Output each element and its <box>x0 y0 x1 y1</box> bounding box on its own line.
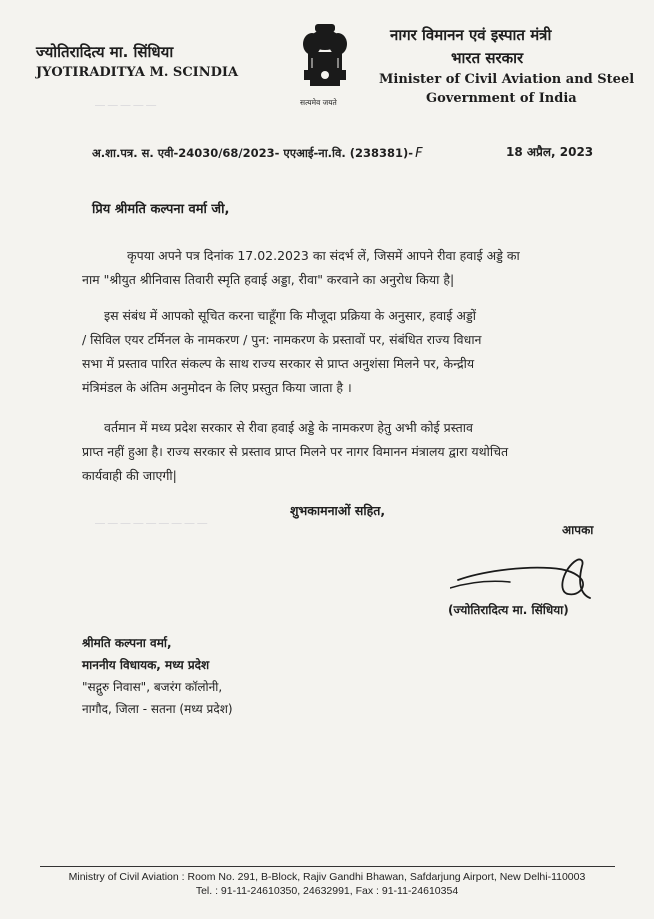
addressee-line: "सद्गुरु निवास", बजरंग कॉलोनी, <box>82 680 223 694</box>
footer-divider <box>40 866 615 867</box>
paragraph-line: नाम "श्रीयुत श्रीनिवास तिवारी स्मृति हवाई अड्डा, रीवा" करवाने का अनुरोध किया है| <box>82 272 455 287</box>
paragraph-line: वर्तमान में मध्य प्रदेश सरकार से रीवा हवाई अड्डे के नामकरण हेतु अभी कोई प्रस्ताव <box>104 420 473 435</box>
sender-name-hindi: ज्योतिरादित्य मा. सिंधिया <box>36 43 174 61</box>
minister-title-english: Minister of Civil Aviation and Steel <box>379 72 635 87</box>
government-hindi: भारत सरकार <box>451 49 524 67</box>
addressee-line: श्रीमति कल्पना वर्मा, <box>82 636 172 650</box>
paragraph-2 <box>82 304 602 400</box>
emblem-icon <box>290 18 360 98</box>
bleed-through: — — — — — — — — — <box>95 518 208 529</box>
footer-phone: Tel. : 91-11-24610350, 24632991, Fax : 91-11-24610354 <box>195 885 459 897</box>
paragraph-3 <box>82 416 602 488</box>
reference-text: अ.शा.पत्र. स. एवी-24030/68/2023- एएआई-ना.वि. (238381)- <box>92 146 414 160</box>
emblem-motto: सत्यमेव जयते <box>300 98 337 107</box>
letter-date: 18 अप्रैल, 2023 <box>506 145 594 159</box>
reference-number <box>92 146 423 161</box>
addressee-block <box>82 632 233 720</box>
addressee-line: माननीय विधायक, मध्य प्रदेश <box>82 658 210 672</box>
sender-name-english: JYOTIRADITYA M. SCINDIA <box>36 65 239 80</box>
national-emblem <box>290 18 360 108</box>
paragraph-line: प्राप्त नहीं हुआ है। राज्य सरकार से प्रस्ताव प्राप्त मिलने पर नागर विमानन मंत्रालय द्वारा यथोचित <box>82 444 509 459</box>
minister-title-hindi: नागर विमानन एवं इस्पात मंत्री <box>390 26 552 44</box>
paragraph-1 <box>82 244 602 292</box>
footer-address: Ministry of Civil Aviation : Room No. 291, B-Block, Rajiv Gandhi Bhawan, Safdarjung Airport, New Delhi-110003 <box>68 871 586 883</box>
reference-suffix: F <box>415 146 423 161</box>
closing-greeting: शुभकामनाओं सहित, <box>290 503 386 518</box>
paragraph-line: मंत्रिमंडल के अंतिम अनुमोदन के लिए प्रस्तुत किया जाता है । <box>82 380 352 395</box>
paragraph-line: कृपया अपने पत्र दिनांक 17.02.2023 का संदर्भ लें, जिसमें आपने रीवा हवाई अड्डे का <box>127 248 520 263</box>
paragraph-line: / सिविल एयर टर्मिनल के नामकरण / पुन: नामकरण के प्रस्तावों पर, संबंधित राज्य विधान <box>82 332 482 347</box>
addressee-line: नागौद, जिला - सतना (मध्य प्रदेश) <box>82 702 233 716</box>
bleed-through: — — — — — <box>95 100 157 111</box>
signatory-name: (ज्योतिरादित्य मा. सिंधिया) <box>448 603 569 617</box>
closing-yours: आपका <box>562 523 594 537</box>
salutation: प्रिय श्रीमति कल्पना वर्मा जी, <box>92 202 230 217</box>
paragraph-line: सभा में प्रस्ताव पारित संकल्प के साथ राज्य सरकार से प्राप्त अनुशंसा मिलने पर, केन्द्रीय <box>82 356 475 371</box>
paragraph-line: कार्यवाही की जाएगी| <box>82 468 177 483</box>
government-english: Government of India <box>426 91 577 106</box>
paragraph-line: इस संबंध में आपको सूचित करना चाहूँगा कि मौजूदा प्रक्रिया के अनुसार, हवाई अड्डों <box>104 308 476 323</box>
